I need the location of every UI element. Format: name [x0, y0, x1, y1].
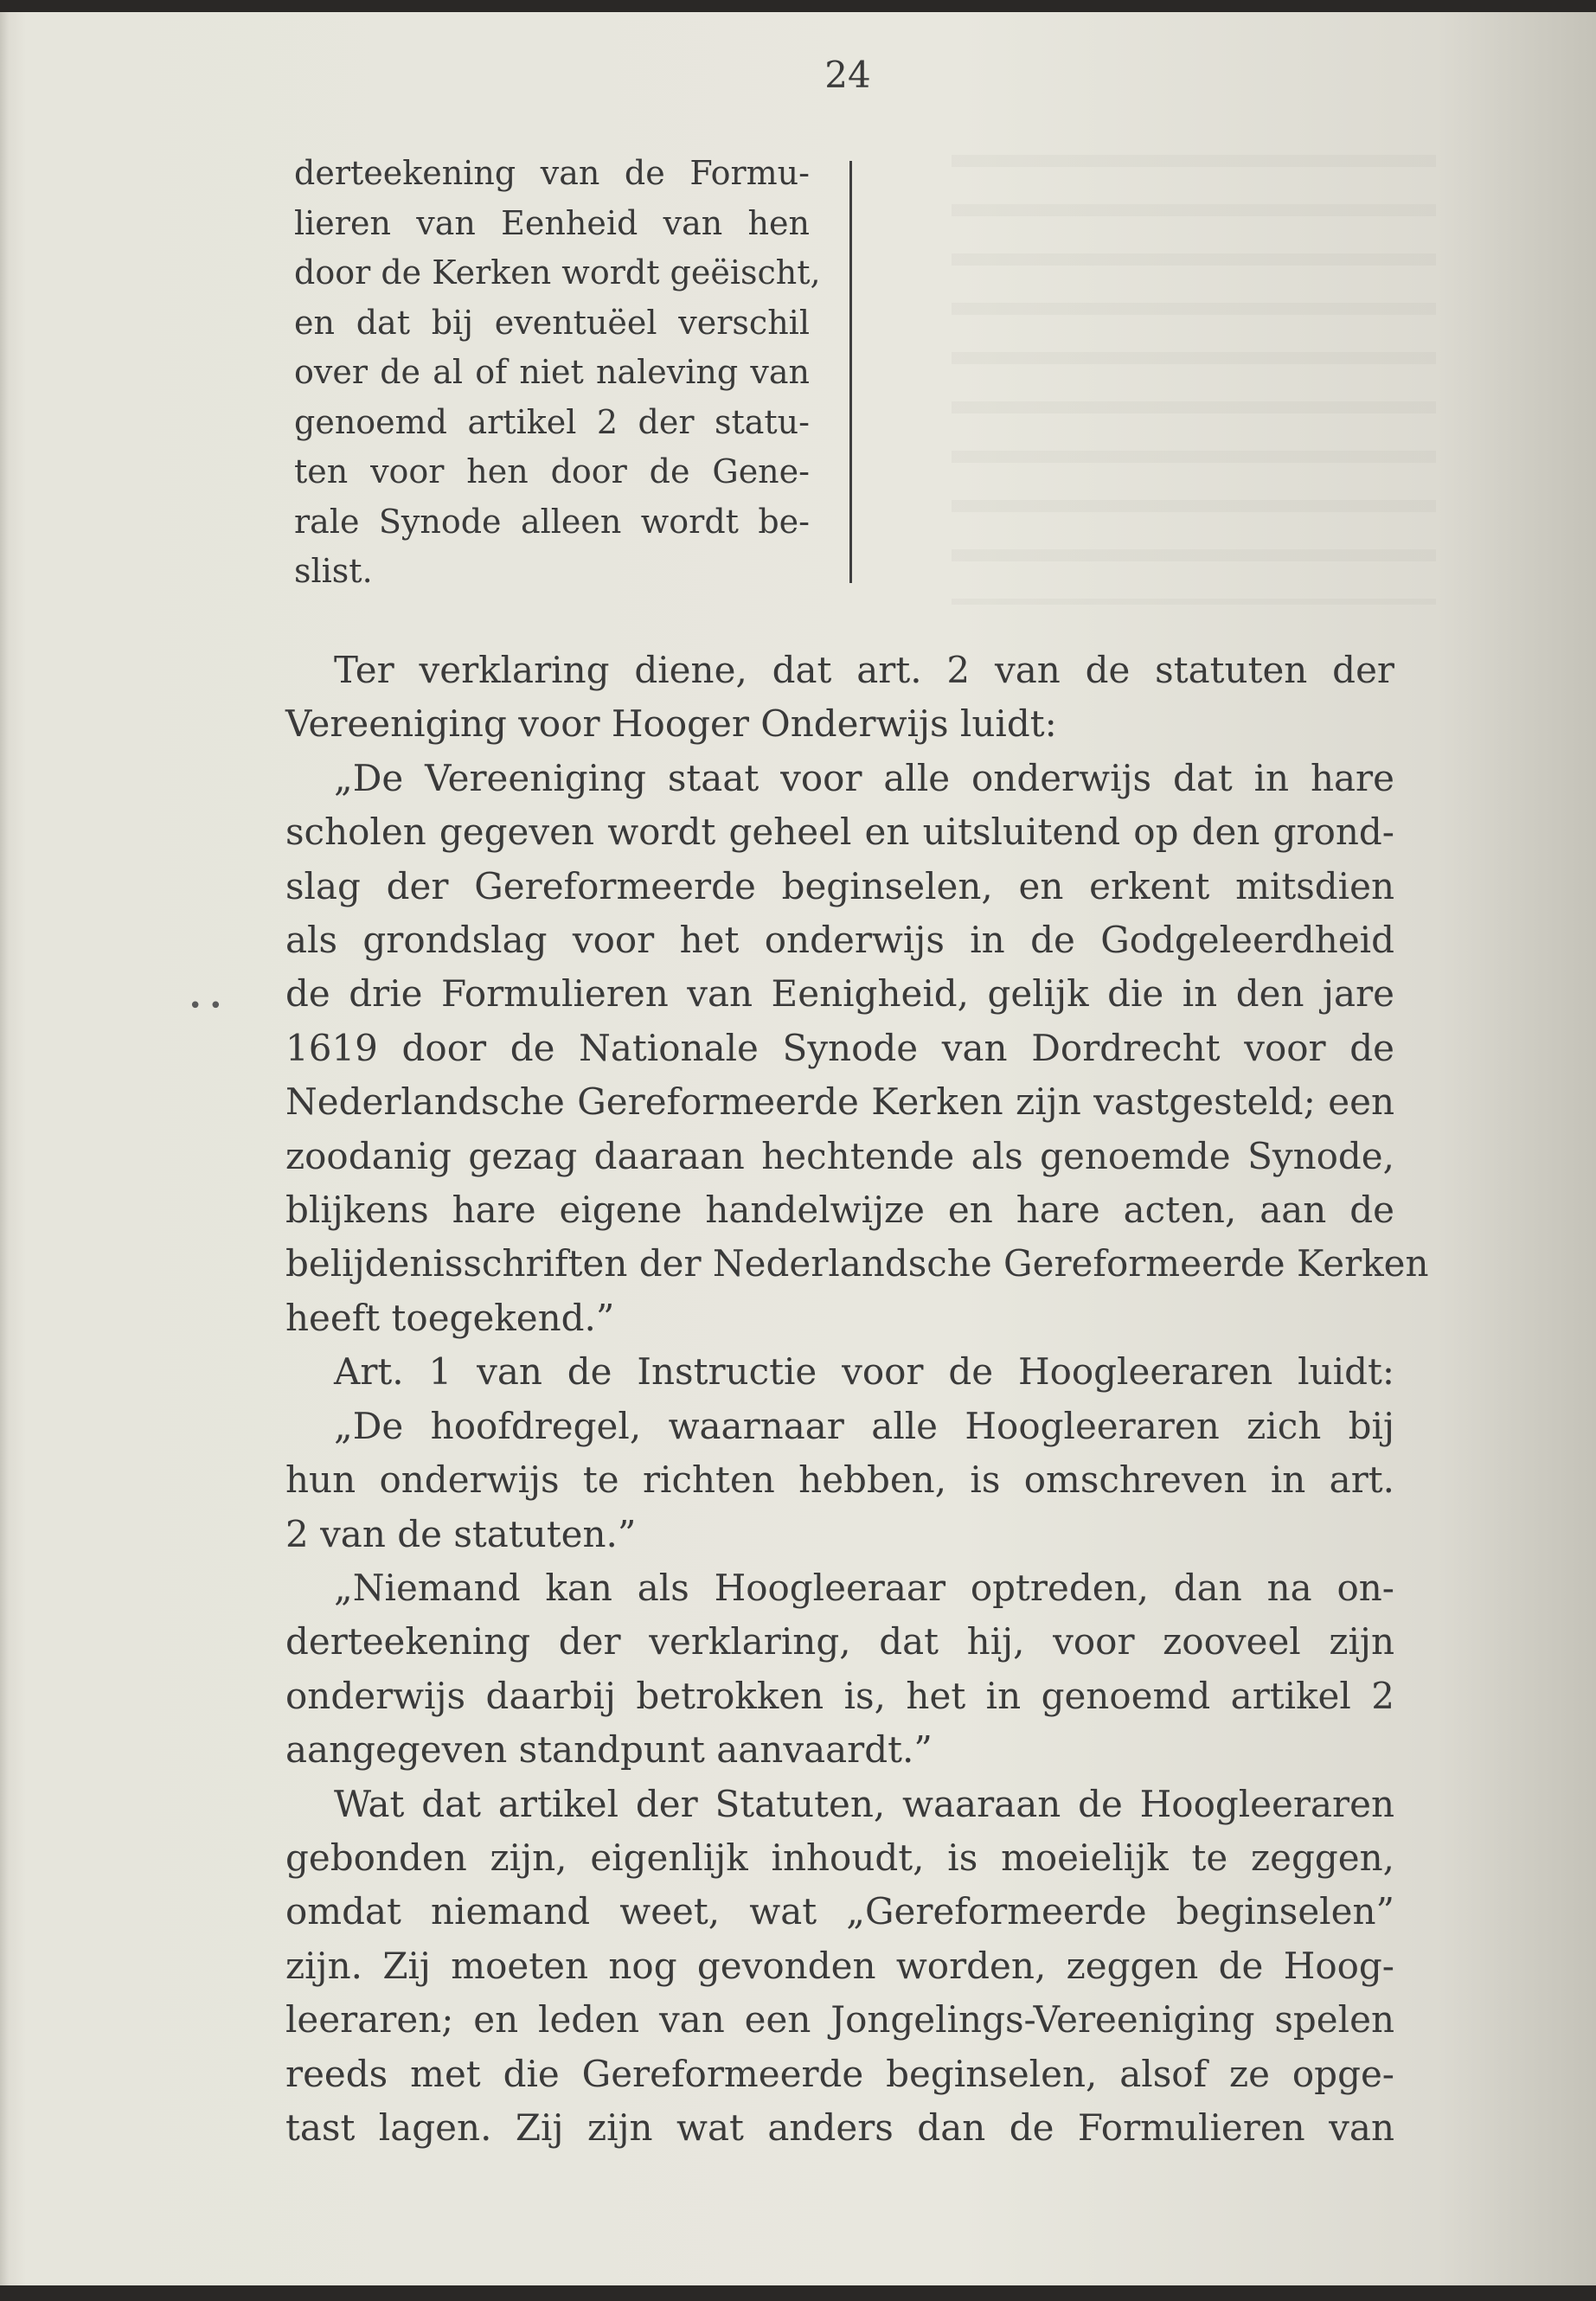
book-page — [0, 12, 1596, 2285]
paragraph-line: blijkens hare eigene handelwijze en hare acten, aan de — [285, 1189, 1394, 1232]
column-divider-rule — [849, 161, 852, 583]
column-line: ten voor hen door de Gene- — [294, 452, 810, 490]
paragraph-line: Wat dat artikel der Statuten, waaraan de Hoogleeraren — [334, 1782, 1394, 1825]
margin-mark: • • — [189, 993, 222, 1019]
paragraph-line: onderwijs daarbij betrokken is, het in genoemd artikel 2 — [285, 1674, 1394, 1717]
paragraph-line: slag der Gereformeerde beginselen, en erkent mitsdien — [285, 864, 1394, 907]
paragraph-line: Ter verklaring diene, dat art. 2 van de statuten der — [334, 649, 1394, 691]
column-line: door de Kerken wordt geëischt, — [294, 253, 821, 292]
column-line: en dat bij eventuëel verschil — [294, 303, 810, 342]
column-line: rale Synode alleen wordt be- — [294, 502, 810, 541]
paragraph-line: „Niemand kan als Hoogleeraar optreden, dan na on- — [334, 1566, 1394, 1609]
column-line: over de al of niet naleving van — [294, 353, 810, 391]
paragraph-line: gebonden zijn, eigenlijk inhoudt, is moeielijk te zeggen, — [285, 1836, 1394, 1879]
paragraph-line: leeraren; en leden van een Jongelings-Vereeniging spelen — [285, 1998, 1394, 2041]
column-line: lieren van Eenheid van hen — [294, 203, 810, 242]
paragraph-line: Vereeniging voor Hooger Onderwijs luidt: — [285, 702, 1057, 746]
column-line: slist. — [294, 552, 373, 590]
column-line: derteekening van de Formu- — [294, 154, 810, 192]
paragraph-line: omdat niemand weet, wat „Gereformeerde beginselen” — [285, 1890, 1394, 1933]
body-text — [285, 644, 1429, 2155]
paragraph-line: scholen gegeven wordt geheel en uitsluitend op den grond- — [285, 811, 1394, 854]
paragraph-line: heeft toegekend.” — [285, 1296, 615, 1339]
paragraph-line: 2 van de statuten.” — [285, 1512, 637, 1555]
paragraph-line: „De hoofdregel, waarnaar alle Hoogleeraren zich bij — [334, 1404, 1394, 1447]
paragraph-line: zoodanig gezag daaraan hechtende als genoemde Synode, — [285, 1134, 1394, 1177]
column-line: genoemd artikel 2 der statu- — [294, 402, 810, 441]
paragraph-line: Art. 1 van de Instructie voor de Hoogleeraren luidt: — [334, 1350, 1394, 1394]
paragraph-line: de drie Formulieren van Eenigheid, gelijk die in den jare — [285, 972, 1394, 1016]
left-column-text — [294, 149, 821, 597]
paragraph-line: zijn. Zij moeten nog gevonden worden, zeggen de Hoog- — [285, 1944, 1394, 1987]
paragraph-line: derteekening der verklaring, dat hij, voor zooveel zijn — [285, 1620, 1394, 1663]
bleed-through-shadow — [952, 155, 1436, 605]
paragraph-line: belijdenisschriften der Nederlandsche Gereformeerde Kerken — [285, 1242, 1429, 1285]
page-number: 24 — [824, 54, 871, 96]
paragraph-line: tast lagen. Zij zijn wat anders dan de Formulieren van — [285, 2106, 1394, 2149]
paragraph-line: als grondslag voor het onderwijs in de Godgeleerdheid — [285, 919, 1394, 962]
paragraph-line: 1619 door de Nationale Synode van Dordrecht voor de — [285, 1026, 1394, 1069]
paragraph-line: reeds met die Gereformeerde beginselen, alsof ze opge- — [285, 2052, 1394, 2095]
paragraph-line: Nederlandsche Gereformeerde Kerken zijn vastgesteld; een — [285, 1080, 1394, 1124]
paragraph-line: aangegeven standpunt aanvaardt.” — [285, 1728, 933, 1772]
paragraph-line: hun onderwijs te richten hebben, is omschreven in art. — [285, 1458, 1394, 1502]
paragraph-line: „De Vereeniging staat voor alle onderwijs dat in hare — [334, 756, 1394, 799]
